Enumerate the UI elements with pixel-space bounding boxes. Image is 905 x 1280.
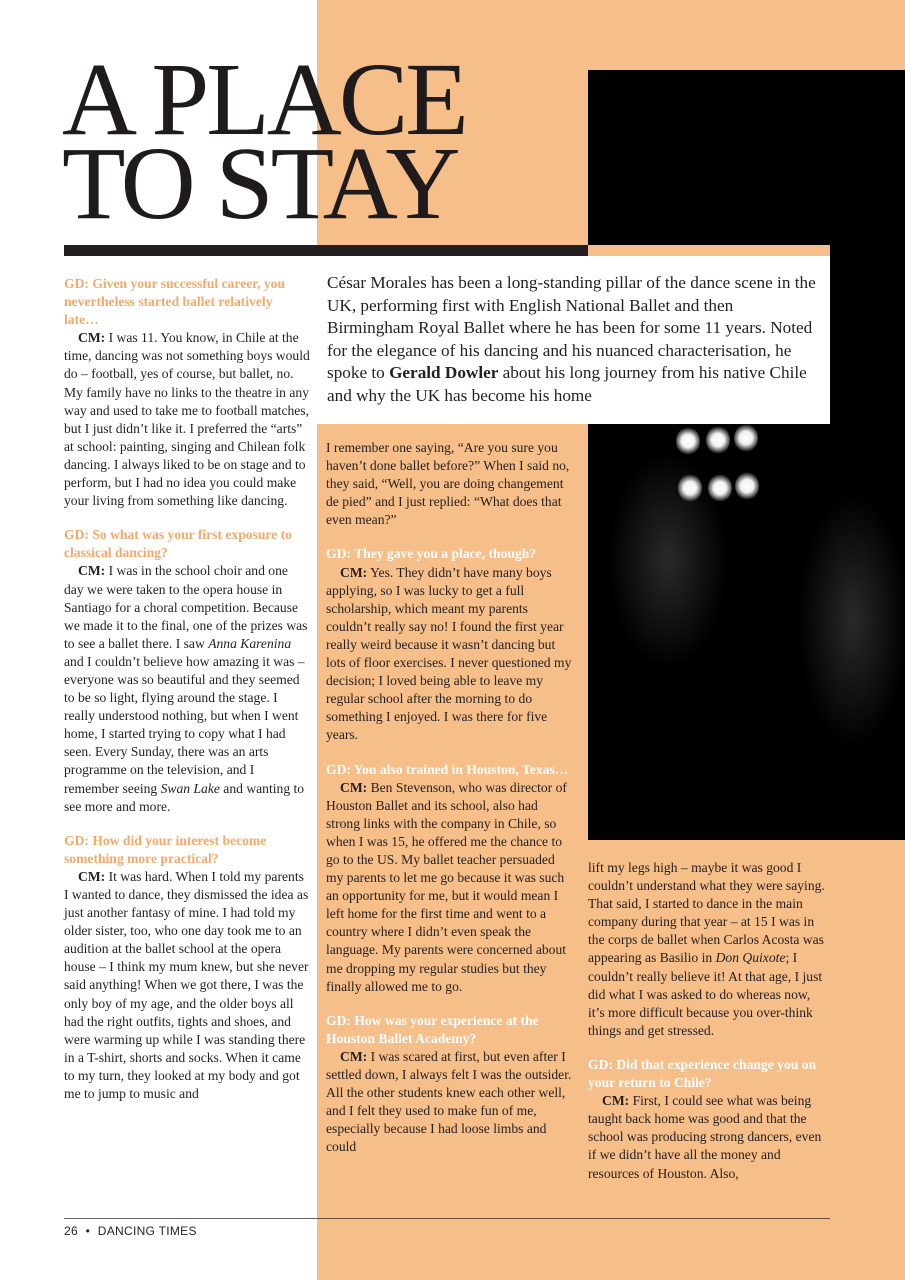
publication-name: DANCING TIMES	[97, 1224, 197, 1238]
interview-answer	[326, 1048, 572, 1157]
stage-light	[706, 426, 730, 454]
answer-text: Yes. They didn’t have many boys applying, so I was lucky to get a full scholarship, which meant my parents couldn’t really say no! I found the first year really weird because it wasn’t dancing but lots of floor exercises. I never questioned my decision; I loved being able to leave my regular school after the morning to do something I enjoyed. I was there for five years.	[326, 564, 572, 743]
interview-question: GD: So what was your first exposure to classical dancing?	[64, 527, 292, 561]
stage-lights-photo	[588, 70, 905, 840]
article-headline	[62, 42, 582, 241]
article-column-3	[588, 859, 828, 1183]
interview-answer	[326, 779, 572, 996]
interview-question: GD: Did that experience change you on your return to Chile?	[588, 1056, 817, 1091]
answer-text: Ben Stevenson, who was director of Houston Ballet and its school, also had strong links with the company in Chile, so when I was 15, he offered me the chance to go to the US. My ballet teacher persuaded my parents to let me go because it was such an opportunity for me, but it would mean I left home for the first time and went to a country where I didn’t even speak the language. My parents were concerned about me dropping my regular studies but they finally allowed me to go.	[326, 779, 567, 994]
photo-shadow-shape	[798, 490, 905, 750]
stage-light	[734, 424, 758, 452]
continued-answer	[588, 859, 828, 1040]
page-number: 26	[64, 1224, 78, 1238]
standfirst-text-end: about his long journey from his native Chile and why the UK has become his home	[327, 363, 807, 405]
interview-answer	[326, 564, 572, 745]
standfirst	[317, 256, 830, 424]
speaker-label: CM:	[602, 1093, 630, 1109]
stage-light	[678, 474, 702, 502]
stage-light	[735, 472, 759, 500]
interview-question: GD: Given your successful career, you nevertheless started ballet relatively late…	[64, 276, 286, 328]
answer-text: I was scared at first, but even after I settled down, I always felt I was the outsider. All the other students knew each other well, and I felt they used to make fun of me, especially because I had loose limbs and could	[326, 1048, 572, 1155]
ballet-title: Anna Karenina	[208, 635, 292, 651]
article-column-2	[326, 439, 572, 1156]
speaker-label: CM:	[340, 564, 368, 580]
interview-question: GD: How did your interest become something more practical?	[64, 832, 267, 866]
stage-light	[676, 427, 700, 455]
article-column-1	[64, 275, 310, 1103]
standfirst-author: Gerald Dowler	[389, 363, 499, 382]
answer-text: It was hard. When I told my parents I wanted to dance, they dismissed the idea as just another fantasy of mine. I had told my older sister, too, who one day took me to an audition at the ballet school at the opera house – I think my mum knew, but she never said anything! When we got there, I was the only boy of my age, and the older boys all had the right outfits, tights and shoes, and were warming up while I was standing there in a T-shirt, shorts and socks. When it came to my turn, they looked at my body and got me to jump to music and	[64, 868, 309, 1102]
headline-rule	[64, 245, 588, 256]
speaker-label: CM:	[340, 779, 368, 795]
answer-text: and I couldn’t believe how amazing it was – everyone was so beautiful and they seemed to be so light, flying around the stage. I really understood nothing, but when I went home, I started trying to copy what I had seen. Every Sunday, there was an arts programme on the television, and I remember seeing	[64, 653, 305, 796]
interview-answer	[64, 868, 310, 1103]
answer-text: I was 11. You know, in Chile at the time, dancing was not something boys would do – football, yes of course, but ballet, no. My family have no links to the theatre in any way and used to take me to football matches, but I just didn’t like it. I preferred the “arts” at school: painting, singing and Chilean folk dancing. I always liked to be on stage and to perform, but I had no idea you could make your living from something like dancing.	[64, 330, 310, 509]
answer-text: I was in the school choir and one day we were taken to the opera house in Santiago for a choral competition. Because we made it to the final, one of the prizes was to see a ballet there. I saw	[64, 563, 308, 651]
headline-line-2: TO STAY	[62, 126, 458, 241]
footer-rule	[64, 1218, 830, 1219]
interview-answer	[588, 1092, 828, 1182]
answer-text: First, I could see what was being taught back home was good and that the school was producing strong dancers, even if we didn’t have all the money and resources of Houston. Also,	[588, 1093, 822, 1181]
speaker-label: CM:	[78, 868, 106, 884]
headline-rule-accent	[588, 245, 830, 256]
speaker-label: CM:	[340, 1048, 368, 1064]
continued-answer: I remember one saying, “Are you sure you haven’t done ballet before?” When I said no, they said, “Well, you are doing changement de pied” and I just replied: “What does that even mean?”	[326, 440, 570, 528]
ballet-title: Swan Lake	[160, 780, 220, 796]
interview-question: GD: How was your experience at the Houston Ballet Academy?	[326, 1012, 539, 1046]
answer-text: lift my legs high – maybe it was good I couldn’t understand what they were saying. That said, I started to dance in the main company during that year – at 15 I was in the corps de ballet when Carlos Acosta was appearing as Basilio in	[588, 860, 825, 966]
interview-answer	[64, 329, 310, 510]
answer-text: ; I couldn’t really believe it! At that age, I just did what I was asked to do whereas now, it’s more difficult because you over-think things and get stressed.	[588, 950, 823, 1038]
interview-answer	[64, 562, 310, 815]
footer-bullet: •	[85, 1224, 91, 1238]
interview-question: GD: They gave you a place, though?	[326, 546, 537, 562]
answer-text: and wanting to see more and more.	[64, 780, 305, 814]
page-footer	[64, 1224, 197, 1238]
standfirst-text: César Morales has been a long-standing pillar of the dance scene in the UK, performing first with English National Ballet and then Birmingham Royal Ballet where he has been for some 11 years. Noted for the elegance of his dancing and his nuanced characterisation, he spoke to	[327, 273, 816, 382]
ballet-title: Don Quixote	[715, 950, 786, 966]
speaker-label: CM:	[78, 563, 106, 579]
headline-line-1: A PLACE	[62, 42, 466, 157]
stage-light	[708, 474, 732, 502]
interview-question: GD: You also trained in Houston, Texas…	[326, 761, 569, 777]
speaker-label: CM:	[78, 330, 106, 346]
